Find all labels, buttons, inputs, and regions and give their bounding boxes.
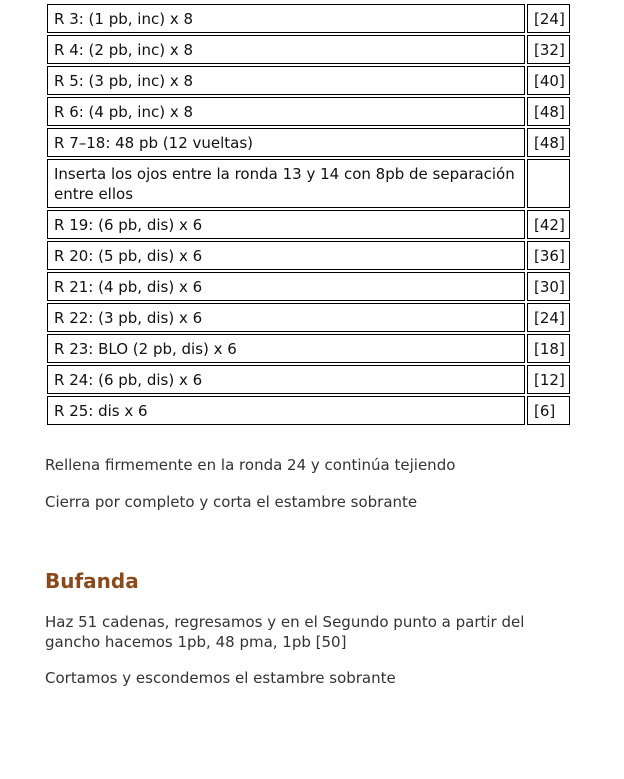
round-instruction: R 3: (1 pb, inc) x 8 [47, 4, 525, 33]
round-instruction: Inserta los ojos entre la ronda 13 y 14 con 8pb de separación entre ellos [47, 159, 525, 208]
table-row [47, 396, 570, 425]
round-instruction: R 4: (2 pb, inc) x 8 [47, 35, 525, 64]
table-row [47, 159, 570, 208]
rounds-table [45, 2, 572, 427]
stitch-count: [24] [527, 303, 570, 332]
stitch-count: [6] [527, 396, 570, 425]
round-instruction: R 23: BLO (2 pb, dis) x 6 [47, 334, 525, 363]
rounds-table-body [47, 4, 570, 425]
stitch-count [527, 159, 570, 208]
stitch-count: [48] [527, 128, 570, 157]
round-instruction: R 25: dis x 6 [47, 396, 525, 425]
scarf-step-1: Haz 51 cadenas, regresamos y en el Segundo punto a partir del gancho hacemos 1pb, 48 pma, 1pb [50] [45, 613, 525, 651]
stitch-count: [32] [527, 35, 570, 64]
table-row [47, 128, 570, 157]
close-note: Cierra por completo y corta el estambre sobrante [45, 493, 418, 511]
stitch-count: [36] [527, 241, 570, 270]
fill-note: Rellena firmemente en la ronda 24 y continúa tejiendo [45, 456, 456, 474]
stitch-count: [42] [527, 210, 570, 239]
round-instruction: R 22: (3 pb, dis) x 6 [47, 303, 525, 332]
stitch-count: [30] [527, 272, 570, 301]
stitch-count: [48] [527, 97, 570, 126]
round-instruction: R 20: (5 pb, dis) x 6 [47, 241, 525, 270]
stitch-count: [40] [527, 66, 570, 95]
table-row [47, 365, 570, 394]
scarf-step-2: Cortamos y escondemos el estambre sobrante [45, 669, 396, 687]
round-instruction: R 24: (6 pb, dis) x 6 [47, 365, 525, 394]
section-title-bufanda: Bufanda [45, 569, 139, 593]
table-row [47, 210, 570, 239]
round-instruction: R 21: (4 pb, dis) x 6 [47, 272, 525, 301]
stitch-count: [12] [527, 365, 570, 394]
round-instruction: R 5: (3 pb, inc) x 8 [47, 66, 525, 95]
table-row [47, 4, 570, 33]
table-row [47, 35, 570, 64]
table-row [47, 272, 570, 301]
table-row [47, 97, 570, 126]
stitch-count: [24] [527, 4, 570, 33]
table-row [47, 66, 570, 95]
round-instruction: R 6: (4 pb, inc) x 8 [47, 97, 525, 126]
round-instruction: R 7–18: 48 pb (12 vueltas) [47, 128, 525, 157]
table-row [47, 241, 570, 270]
stitch-count: [18] [527, 334, 570, 363]
table-row [47, 334, 570, 363]
round-instruction: R 19: (6 pb, dis) x 6 [47, 210, 525, 239]
table-row [47, 303, 570, 332]
